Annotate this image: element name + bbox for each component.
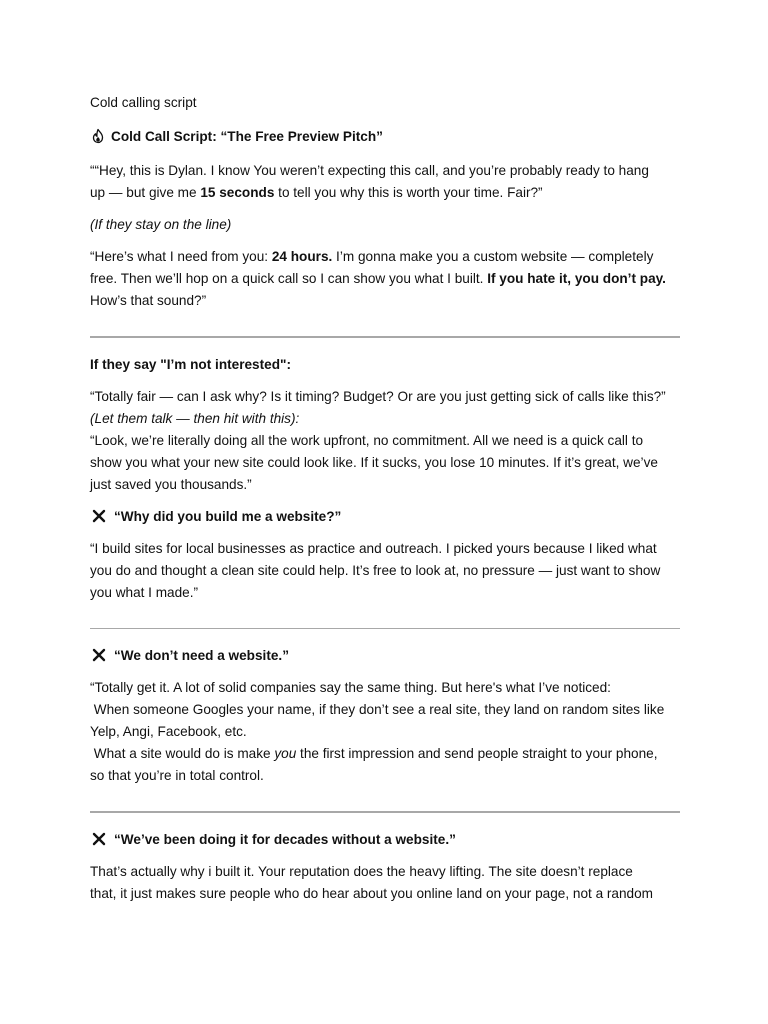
script-heading: Cold Call Script: “The Free Preview Pitch” (90, 126, 680, 148)
objection-heading-not-interested: If they say "I’m not interested": (90, 357, 291, 372)
stage-direction: (If they stay on the line) (90, 217, 232, 232)
why-built-response: “I build sites for local businesses as practice and outreach. I picked yours because I liked what you do and thought a clean site could help. It’s free to look at, no pressure — just want to show you what I made.” (90, 541, 661, 600)
not-interested-response: “Totally fair — can I ask why? Is it timing? Budget? Or are you just getting sick of calls like this?” (Let them talk — then hit with this): “Look, we’re literally doing all the work upfront, no commitment. All we need is a quick call to show you what your new site could look like. If it sucks, you lose 10 minutes. If it’s great, we’ve just saved you thousands.” (90, 389, 666, 492)
cross-mark-icon (92, 509, 106, 523)
objection-heading-why-built: “Why did you build me a website?” (90, 506, 680, 528)
pitch-paragraph: “Here’s what I need from you: 24 hours. I’m gonna make you a custom website — completely free. Then we’ll hop on a quick call so I can show you what I built. If you hate it, you don’t pay. How’s that sound?” (90, 249, 666, 308)
decades-response: That’s actually why i built it. Your reputation does the heavy lifting. The site doesn’t replace that, it just makes sure people who do hear about you online land on your page, not a random (90, 864, 653, 901)
doc-title: Cold calling script (90, 95, 197, 110)
objection-heading-decades: “We’ve been doing it for decades without a website.” (90, 829, 680, 851)
cross-mark-icon (92, 648, 106, 662)
document-body (90, 92, 680, 915)
fire-icon (90, 128, 106, 144)
opening-line: ““Hey, this is Dylan. I know You weren’t expecting this call, and you’re probably ready to hang up — but give me 15 seconds to tell you why this is worth your time. Fair?” (90, 163, 649, 200)
cross-mark-icon (92, 832, 106, 846)
dont-need-response: “Totally get it. A lot of solid companies say the same thing. But here's what I’ve noticed: When someone Googles your name, if they don’t see a real site, they land on random sites like Yelp, Angi, Facebook, etc. What a site would do is make you the first impression and send people straight to your phone, so that you’re in total control. (90, 680, 665, 783)
objection-heading-dont-need: “We don’t need a website.” (90, 645, 680, 667)
